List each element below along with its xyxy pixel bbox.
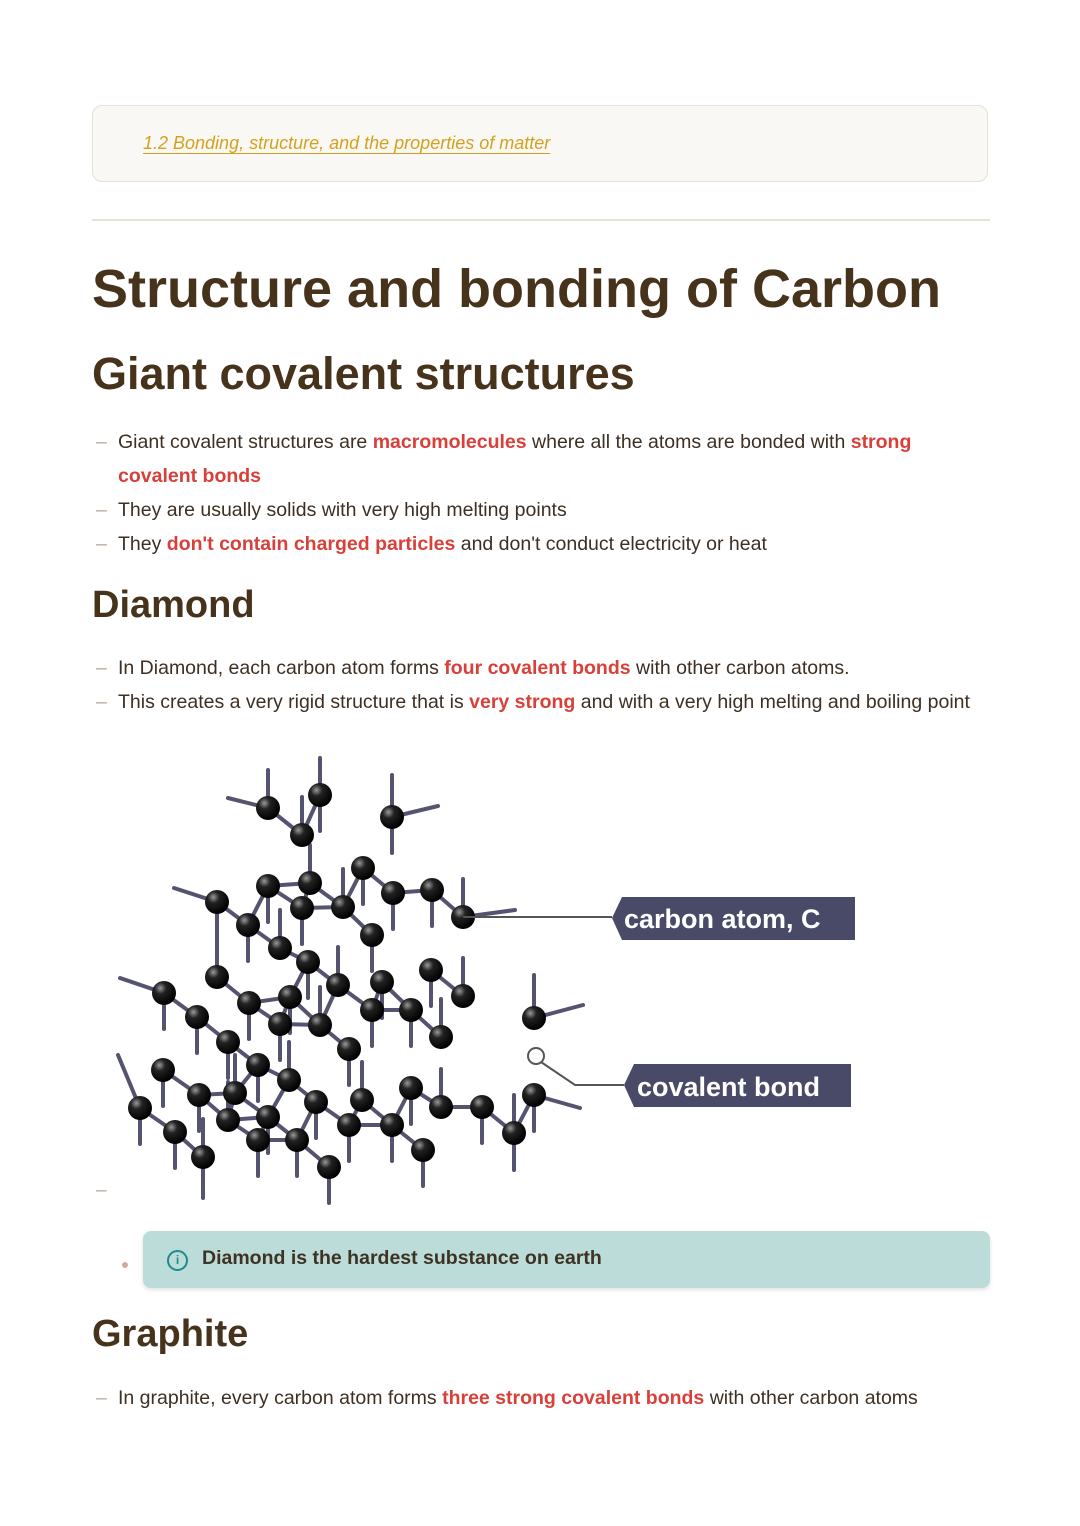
carbon-atom [350, 1088, 374, 1112]
carbon-atom [522, 1006, 546, 1030]
carbon-atom [205, 890, 229, 914]
empty-list-dash: – [96, 1180, 107, 1201]
carbon-atom [246, 1053, 270, 1077]
carbon-atom [268, 1012, 292, 1036]
carbon-atom [419, 958, 443, 982]
carbon-atom [163, 1120, 187, 1144]
carbon-atom [152, 981, 176, 1005]
carbon-atom [331, 895, 355, 919]
carbon-atom [268, 936, 292, 960]
carbon-atom [360, 923, 384, 947]
carbon-atom [337, 1113, 361, 1137]
highlight: four covalent bonds [444, 657, 631, 679]
carbon-atom [296, 950, 320, 974]
carbon-atom [128, 1096, 152, 1120]
carbon-atom [317, 1155, 341, 1179]
carbon-atom [256, 796, 280, 820]
carbon-atom [223, 1081, 247, 1105]
carbon-atom [256, 874, 280, 898]
carbon-atom [451, 984, 475, 1008]
text: where all the atoms are bonded with [526, 431, 851, 453]
carbon-atom [502, 1121, 526, 1145]
text: In graphite, every carbon atom forms [118, 1387, 443, 1409]
bullet-dot [122, 1262, 128, 1268]
carbon-atom [522, 1083, 546, 1107]
carbon-atom [351, 856, 375, 880]
carbon-atom [308, 783, 332, 807]
atom-label: carbon atom, C [624, 904, 821, 934]
carbon-atom [298, 871, 322, 895]
info-callout [143, 1231, 990, 1288]
graphite-list [96, 1381, 976, 1415]
text: with other carbon atoms [704, 1387, 918, 1409]
carbon-atom [380, 1113, 404, 1137]
heading-diamond: Diamond [92, 584, 255, 626]
carbon-atom [429, 1095, 453, 1119]
carbon-atom [191, 1145, 215, 1169]
text: This creates a very rigid structure that is [118, 691, 470, 713]
heading-graphite: Graphite [92, 1313, 249, 1355]
bond-label: covalent bond [637, 1072, 821, 1102]
carbon-atom [290, 896, 314, 920]
text: In Diamond, each carbon atom forms [118, 657, 445, 679]
text: and with a very high melting and boiling point [575, 691, 970, 713]
heading-giant-covalent: Giant covalent structures [92, 348, 635, 399]
carbon-atom [151, 1058, 175, 1082]
list-item [96, 1381, 976, 1415]
carbon-atom [185, 1005, 209, 1029]
carbon-atom [246, 1128, 270, 1152]
list-item: – They are usually solids with very high melting points [96, 493, 976, 527]
carbon-atom [187, 1083, 211, 1107]
info-icon: i [167, 1250, 188, 1271]
carbon-atom [256, 1105, 280, 1129]
carbon-atom [304, 1090, 328, 1114]
carbon-atom [216, 1030, 240, 1054]
text: They [118, 533, 167, 555]
carbon-atom [399, 998, 423, 1022]
carbon-atom [326, 973, 350, 997]
highlight: very strong [469, 691, 576, 713]
carbon-atom [337, 1037, 361, 1061]
carbon-atom [380, 805, 404, 829]
carbon-atom [205, 965, 229, 989]
carbon-atom [290, 823, 314, 847]
carbon-atom [420, 878, 444, 902]
carbon-atom [399, 1076, 423, 1100]
callout-text: Diamond is the hardest substance on earth [202, 1247, 602, 1269]
text: with other carbon atoms. [630, 657, 850, 679]
highlight: don't contain charged particles [166, 533, 456, 555]
text: Giant covalent structures are [118, 431, 373, 453]
highlight: strong covalent bonds [118, 431, 912, 487]
highlight: macromolecules [372, 431, 527, 453]
carbon-atom [236, 913, 260, 937]
carbon-atom [381, 881, 405, 905]
carbon-atom [308, 1013, 332, 1037]
carbon-atom [237, 991, 261, 1015]
carbon-atom [277, 1068, 301, 1092]
carbon-atom [370, 970, 394, 994]
highlight: three strong covalent bonds [442, 1387, 705, 1409]
page-title: Structure and bonding of Carbon [92, 259, 941, 319]
carbon-atom [429, 1025, 453, 1049]
text: and don't conduct electricity or heat [455, 533, 767, 555]
breadcrumb-link[interactable]: 1.2 Bonding, structure, and the properties of matter [143, 133, 551, 153]
bond-pointer-line [541, 1062, 624, 1085]
carbon-atom [216, 1108, 240, 1132]
carbon-atom [360, 998, 384, 1022]
carbon-atom [411, 1138, 435, 1162]
carbon-atom [285, 1128, 309, 1152]
carbon-atom [470, 1095, 494, 1119]
carbon-atom [278, 985, 302, 1009]
